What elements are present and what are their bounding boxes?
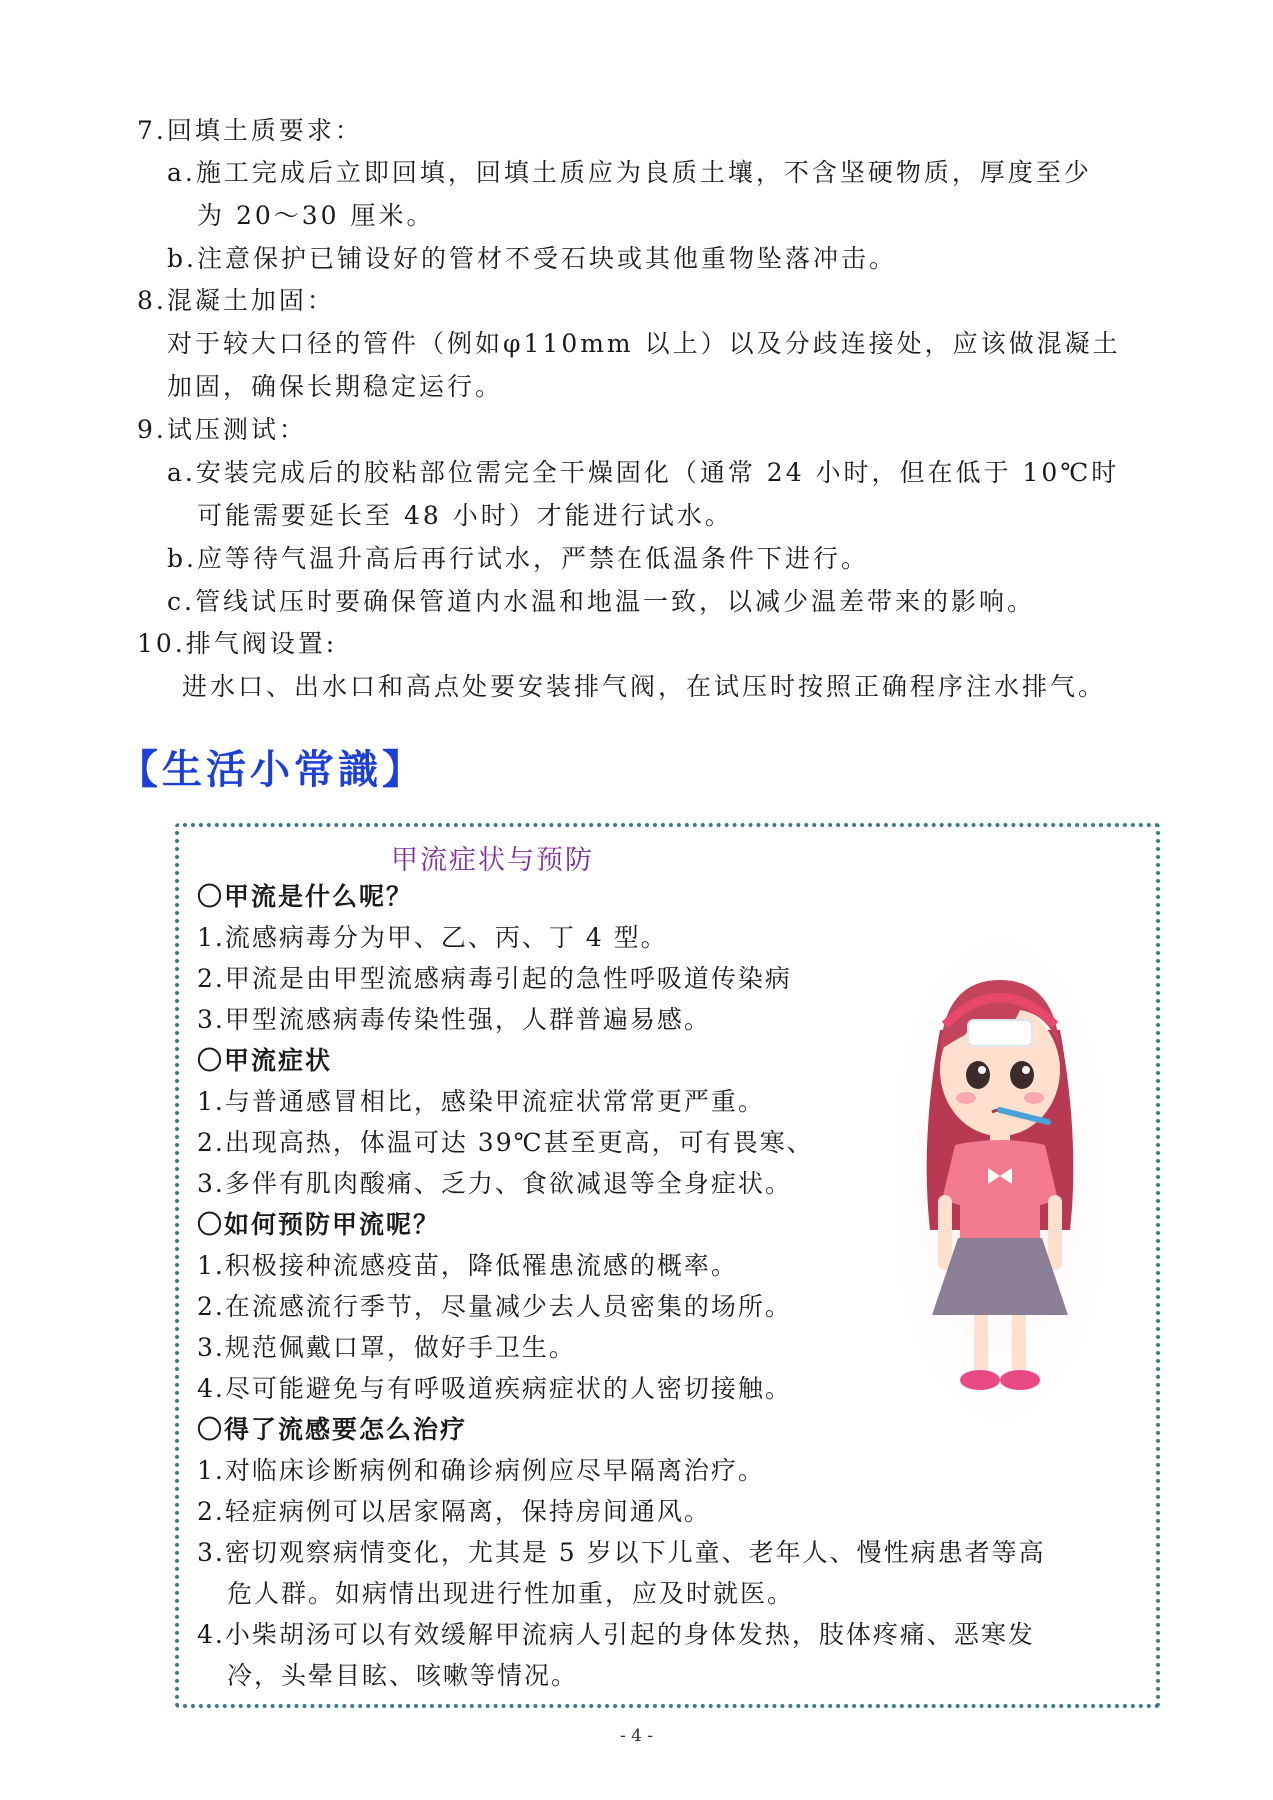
item-9b: b.应等待气温升高后再行试水，严禁在低温条件下进行。: [167, 544, 869, 573]
list-item: 3.多伴有肌肉酸痛、乏力、食欲减退等全身症状。: [197, 1169, 792, 1198]
list-item: 2.出现高热，体温可达 39℃甚至更高，可有畏寒、: [197, 1128, 814, 1157]
list-item-cont: 冷，头晕目眩、咳嗽等情况。: [227, 1661, 579, 1690]
question-prevention: 〇如何预防甲流呢？: [197, 1210, 441, 1239]
list-item: 3.规范佩戴口罩，做好手卫生。: [197, 1333, 576, 1362]
sick-girl-illustration: [900, 940, 1100, 1420]
list-item: 3.密切观察病情变化，尤其是 5 岁以下儿童、老年人、慢性病患者等高: [197, 1538, 1046, 1567]
item-7a-cont: 为 20～30 厘米。: [197, 201, 435, 230]
question-symptoms: 〇甲流症状: [197, 1046, 333, 1075]
list-item: 4.尽可能避免与有呼吸道疾病症状的人密切接触。: [197, 1374, 792, 1403]
item-9a-cont: 可能需要延长至 48 小时）才能进行试水。: [197, 501, 733, 530]
item-8-heading: 8.混凝土加固：: [137, 286, 335, 315]
list-item: 3.甲型流感病毒传染性强，人群普遍易感。: [197, 1005, 711, 1034]
item-10-body: 进水口、出水口和高点处要安装排气阀，在试压时按照正确程序注水排气。: [182, 672, 1107, 701]
list-item: 1.对临床诊断病例和确诊病例应尽早隔离治疗。: [197, 1456, 765, 1485]
list-item: 1.与普通感冒相比，感染甲流症状常常更严重。: [197, 1087, 765, 1116]
item-7b: b.注意保护已铺设好的管材不受石块或其他重物坠落冲击。: [167, 244, 897, 273]
item-9c: c.管线试压时要确保管道内水温和地温一致，以减少温差带来的影响。: [167, 587, 1035, 616]
question-treatment: 〇得了流感要怎么治疗: [197, 1415, 468, 1444]
item-7a: a.施工完成后立即回填，回填土质应为良质土壤，不含坚硬物质，厚度至少: [167, 158, 1092, 187]
section-title: 【生活小常識】: [118, 747, 426, 793]
list-item: 2.轻症病例可以居家隔离，保持房间通风。: [197, 1497, 711, 1526]
item-8-body: 对于较大口径的管件（例如φ110mm 以上）以及分歧连接处，应该做混凝土: [167, 329, 1121, 358]
list-item: 2.在流感流行季节，尽量减少去人员密集的场所。: [197, 1292, 792, 1321]
list-item: 4.小柴胡汤可以有效缓解甲流病人引起的身体发热，肢体疼痛、恶寒发: [197, 1620, 1035, 1649]
item-7-heading: 7.回填土质要求：: [137, 116, 363, 145]
item-8-body-cont: 加固，确保长期稳定运行。: [167, 372, 504, 401]
item-9a: a.安装完成后的胶粘部位需完全干燥固化（通常 24 小时，但在低于 10℃时: [167, 458, 1120, 487]
item-9-heading: 9.试压测试：: [137, 415, 307, 444]
list-item: 2.甲流是由甲型流感病毒引起的急性呼吸道传染病: [197, 964, 792, 993]
question-what-is-flu: 〇甲流是什么呢？: [197, 882, 414, 911]
item-10-heading: 10.排气阀设置:: [137, 629, 338, 658]
tips-box-title: 甲流症状与预防: [391, 845, 594, 876]
page-number: - 4 -: [619, 1726, 654, 1746]
list-item-cont: 危人群。如病情出现进行性加重，应及时就医。: [227, 1579, 795, 1608]
list-item: 1.流感病毒分为甲、乙、丙、丁 4 型。: [197, 923, 668, 952]
list-item: 1.积极接种流感疫苗，降低罹患流感的概率。: [197, 1251, 738, 1280]
